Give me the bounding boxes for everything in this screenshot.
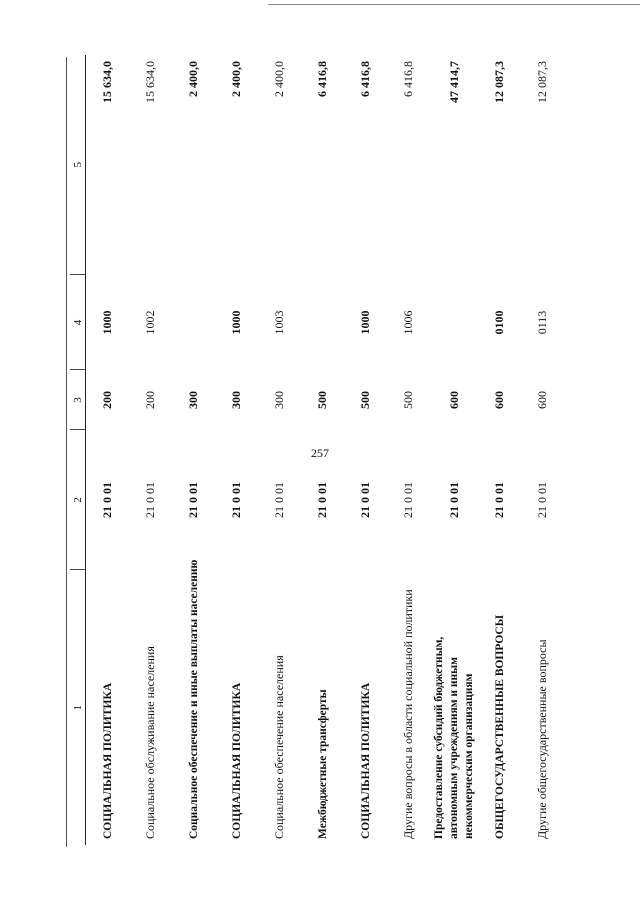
row-vr-cell: 600: [492, 391, 506, 409]
row-rz-cell: 1006: [401, 310, 415, 335]
row-amount-cell: 12 087,3: [535, 61, 549, 103]
row-csr-cell: 21 0 01: [446, 482, 461, 518]
row-vr-cell: 600: [535, 391, 549, 409]
table-row: [478, 55, 521, 845]
table-row: [172, 55, 215, 845]
row-name-cell: Социальное обеспечение населения: [272, 655, 286, 839]
row-vr-cell: 600: [446, 391, 461, 409]
row-rz-cell: [172, 275, 215, 370]
rotated-table-container: [70, 55, 600, 845]
row-csr-cell: 21 0 01: [401, 482, 415, 518]
row-name-cell: СОЦИАЛЬНАЯ ПОЛИТИКА: [230, 682, 243, 839]
table-row: [129, 55, 172, 845]
row-amount-cell: 47 414,7: [446, 61, 461, 103]
header-cell-amount: 5: [70, 55, 86, 275]
row-csr-cell: 21 0 01: [100, 482, 114, 518]
row-vr-cell: 300: [229, 391, 243, 409]
row-amount-cell: 6 416,8: [315, 61, 329, 97]
row-rz-cell: [301, 275, 344, 370]
row-vr-cell: 300: [272, 391, 286, 409]
table-left-rule: [66, 57, 67, 847]
row-vr-cell: 200: [143, 391, 157, 409]
row-rz-cell: 0100: [492, 310, 506, 335]
page-number: 257: [311, 446, 329, 460]
row-rz-cell: 1002: [143, 310, 157, 335]
table-header-row: [70, 55, 86, 845]
row-name-cell: Межбюджетные трансферты: [316, 689, 329, 839]
row-csr-cell: 21 0 01: [358, 482, 372, 518]
row-csr-cell: 21 0 01: [229, 482, 243, 518]
table-row: [430, 55, 478, 845]
row-name-cell: Другие вопросы в области социальной политики: [401, 589, 415, 839]
row-name-cell: Предоставление субсидий бюджетным, автономным учреждениям и иным некоммерческим организациям: [432, 636, 475, 839]
header-cell-rz: 4: [70, 275, 86, 370]
row-name-cell: ОБЩЕГОСУДАРСТВЕННЫЕ ВОПРОСЫ: [493, 614, 506, 839]
table-row: [344, 55, 387, 845]
row-vr-cell: 200: [100, 391, 114, 409]
row-amount-cell: 15 634,0: [143, 61, 157, 103]
row-amount-cell: 6 416,8: [401, 61, 415, 97]
row-rz-cell: 0113: [535, 310, 549, 335]
row-csr-cell: 21 0 01: [143, 482, 157, 518]
row-vr-cell: 500: [358, 391, 372, 409]
row-vr-cell: 300: [186, 391, 200, 409]
table-row: [387, 55, 430, 845]
top-rule: [268, 4, 640, 5]
row-csr-cell: 21 0 01: [315, 482, 329, 518]
row-rz-cell: 1000: [100, 310, 114, 335]
row-csr-cell: 21 0 01: [535, 482, 549, 518]
row-amount-cell: 6 416,8: [358, 61, 372, 97]
row-amount-cell: 2 400,0: [229, 61, 243, 97]
row-csr-cell: 21 0 01: [272, 482, 286, 518]
row-vr-cell: 500: [401, 391, 415, 409]
row-amount-cell: 15 634,0: [100, 61, 114, 103]
row-amount-cell: 12 087,3: [492, 61, 506, 103]
table-row: [258, 55, 301, 845]
row-name-cell: Социальное обслуживание населения: [143, 646, 157, 839]
row-name-cell: Социальное обеспечение и иные выплаты населению: [187, 559, 200, 839]
table-row: [521, 55, 564, 845]
row-name-cell: СОЦИАЛЬНАЯ ПОЛИТИКА: [101, 682, 114, 839]
row-vr-cell: 500: [315, 391, 329, 409]
row-csr-cell: 21 0 01: [492, 482, 506, 518]
row-name-cell: СОЦИАЛЬНАЯ ПОЛИТИКА: [359, 682, 372, 839]
row-amount-cell: 2 400,0: [272, 61, 286, 97]
table-row: [215, 55, 258, 845]
budget-table: [70, 55, 564, 845]
row-rz-cell: 1000: [229, 310, 243, 335]
table-row: [86, 55, 130, 845]
row-rz-cell: 1000: [358, 310, 372, 335]
row-rz-cell: [430, 275, 478, 370]
header-cell-csr: 2: [70, 430, 86, 570]
row-rz-cell: 1003: [272, 310, 286, 335]
row-csr-cell: 21 0 01: [186, 482, 200, 518]
header-cell-name: 1: [70, 570, 86, 845]
row-amount-cell: 2 400,0: [186, 61, 200, 97]
table-row: [301, 55, 344, 845]
row-name-cell: Другие общегосударственные вопросы: [535, 639, 549, 839]
header-cell-vr: 3: [70, 370, 86, 430]
